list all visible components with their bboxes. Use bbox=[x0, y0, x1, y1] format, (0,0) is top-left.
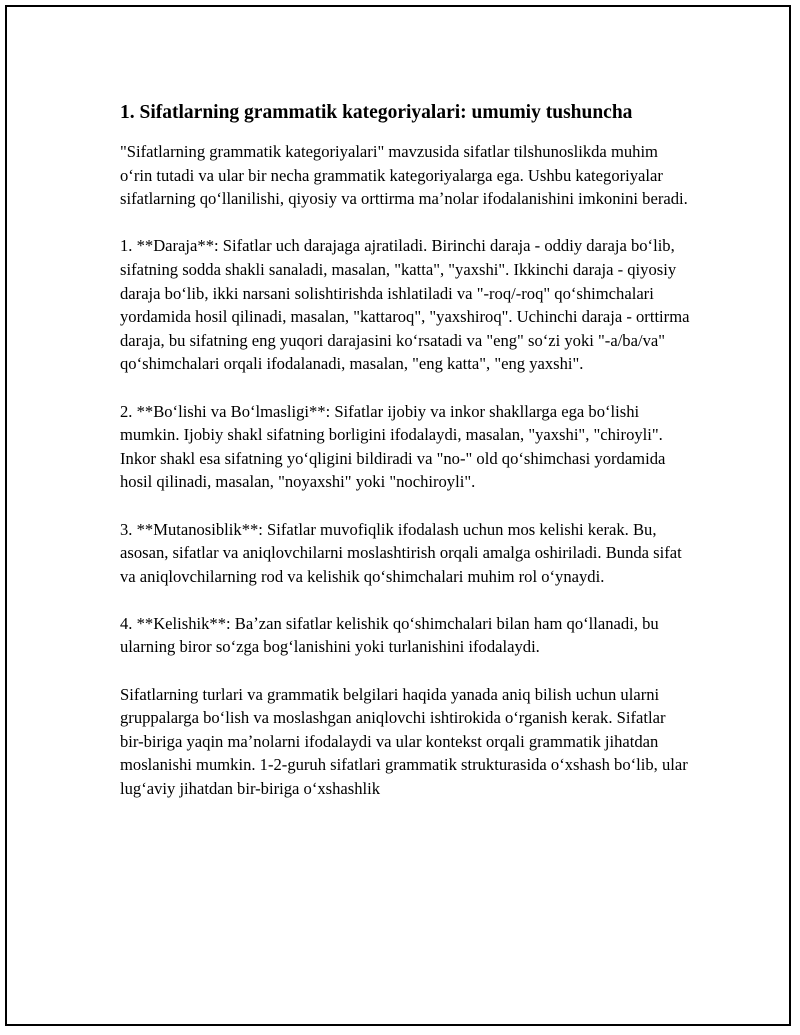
document-body bbox=[120, 99, 692, 801]
paragraph-summary: Sifatlarning turlari va grammatik belgilari haqida yanada aniq bilish uchun ularni gruppalarga boʻlish va moslashgan aniqlovchi ishtirokida oʻrganish kerak. Sifatlar bir-biriga yaqin maʼnolarni ifodalaydi va ular kontekst orqali grammatik jihatdan moslanishi mumkin. 1-2-guruh sifatlari grammatik strukturasida oʻxshash boʻlib, ular lugʻaviy jihatdan bir-biriga oʻxshashlik bbox=[120, 684, 688, 799]
paragraph-kelishik: 4. **Kelishik**: Baʼzan sifatlar kelishik qoʻshimchalari bilan ham qoʻllanadi, bu ularning biror soʻzga bogʻlanishini yoki turlanishini ifodalaydi. bbox=[120, 613, 659, 657]
paragraph-daraja: 1. **Daraja**: Sifatlar uch darajaga ajratiladi. Birinchi daraja - oddiy daraja boʻlib, sifatning sodda shakli sanaladi, masalan, "katta", "yaxshi". Ikkinchi daraja - qiyosiy daraja boʻlib, ikki narsani solishtirishda ishlatiladi va "-roq/-roq" qoʻshimchalari yordamida hosil qilinadi, masalan, "kattaroq", "yaxshiroq". Uchinchi daraja - orttirma daraja, bu sifatning eng yuqori darajasini koʻrsatadi va "eng" soʻzi yoki "-a/ba/va" qoʻshimchalari orqali ifodalanadi, masalan, "eng katta", "eng yaxshi". bbox=[120, 236, 690, 374]
paragraph-bolishi: 2. **Boʻlishi va Boʻlmasligi**: Sifatlar ijobiy va inkor shakllarga ega boʻlishi mumkin. Ijobiy shakl sifatning borligini ifodalaydi, masalan, "yaxshi", "chiroyli". Inkor shakl esa sifatning yoʻqligini bildiradi va "no-" old qoʻshimchasi yordamida hosil qilinadi, masalan, "noyaxshi" yoki "nochiroyli". bbox=[120, 401, 666, 492]
paragraph-mutanosiblik: 3. **Mutanosiblik**: Sifatlar muvofiqlik ifodalash uchun mos kelishi kerak. Bu, asosan, sifatlar va aniqlovchilarni moslashtirish orqali amalga oshiriladi. Bunda sifat va aniqlovchilarning rod va kelishik qoʻshimchalari muhim rol oʻynaydi. bbox=[120, 519, 682, 586]
document-page bbox=[5, 5, 791, 1026]
document-title: 1. Sifatlarning grammatik kategoriyalari: umumiy tushuncha bbox=[120, 102, 633, 123]
intro-paragraph: "Sifatlarning grammatik kategoriyalari" mavzusida sifatlar tilshunoslikda muhim oʻrin tutadi va ular bir necha grammatik kategoriyalarga ega. Ushbu kategoriyalar sifatlarning qoʻllanilishi, qiyosiy va orttirma maʼnolar ifodalanishini imkonini beradi. bbox=[120, 142, 688, 209]
